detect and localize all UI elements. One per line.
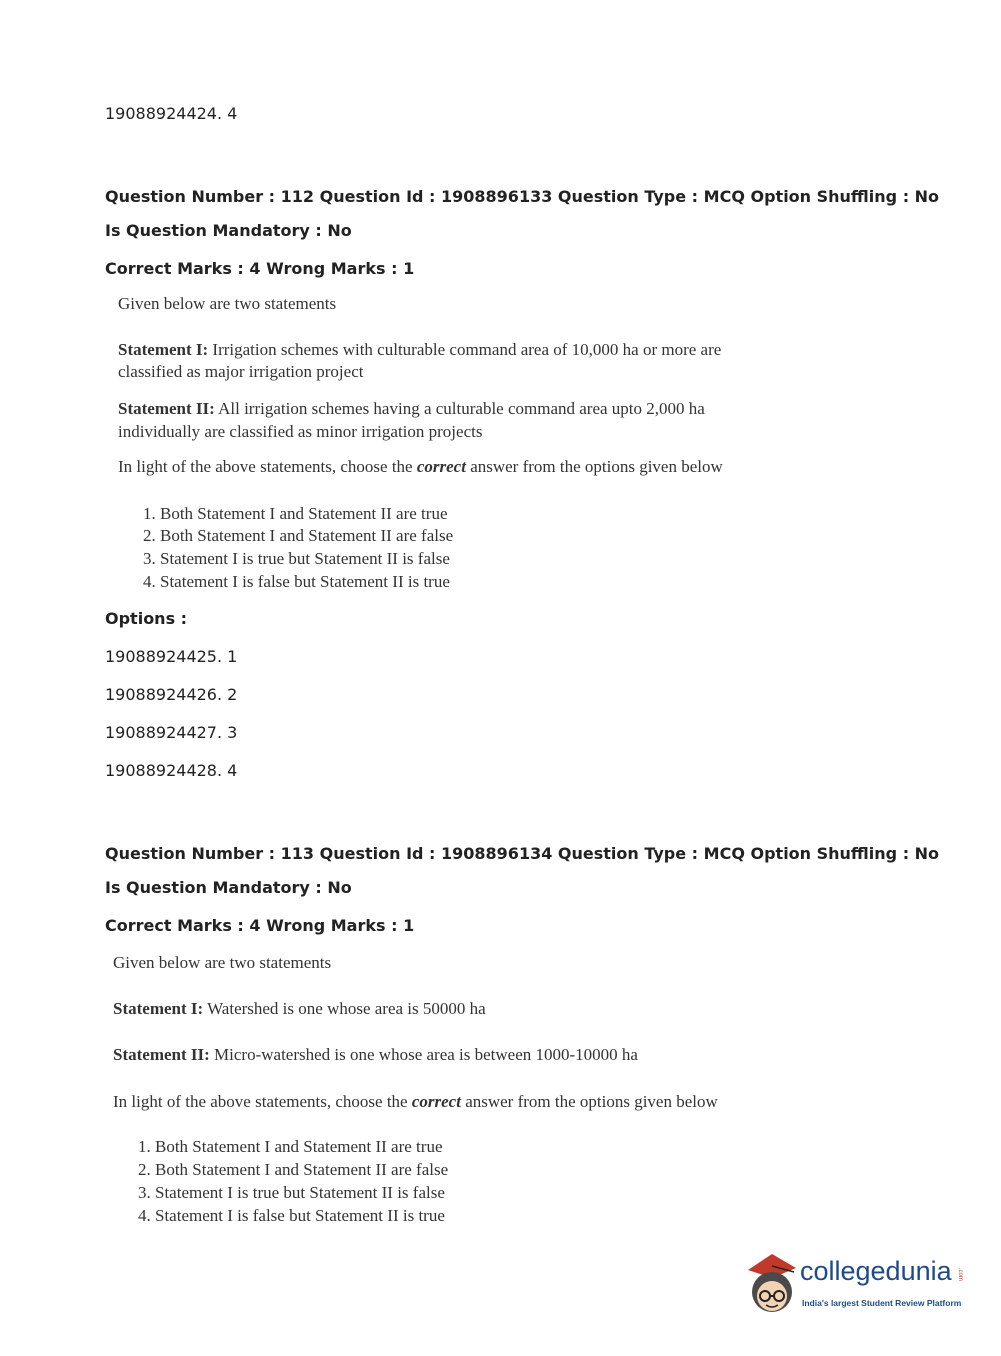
q112-choice: 2. Both Statement I and Statement II are false (143, 526, 454, 545)
q112-marks: Correct Marks : 4 Wrong Marks : 1 (105, 259, 415, 278)
q113-s1-label: Statement I: (113, 999, 204, 1018)
q112-statement-1 (118, 340, 721, 360)
q112-choice: 4. Statement I is false but Statement II is true (143, 572, 450, 591)
q112-s1-line2: classified as major irrigation project (118, 362, 364, 381)
q112-intro: Given below are two statements (118, 294, 337, 313)
q113-statement-2 (113, 1045, 638, 1065)
q112-s2-text: All irrigation schemes having a culturable command area upto 2,000 ha (214, 399, 705, 418)
q112-option: 19088924428. 4 (105, 761, 238, 780)
collegedunia-logo (742, 1248, 972, 1318)
q113-mandatory: Is Question Mandatory : No (105, 878, 352, 897)
logo-suffix: .com (957, 1268, 963, 1282)
q113-choice: 2. Both Statement I and Statement II are false (138, 1160, 449, 1179)
q112-choice: 1. Both Statement I and Statement II are true (143, 504, 448, 523)
q112-meta: Question Number : 112 Question Id : 1908896133 Question Type : MCQ Option Shuffling : No (105, 187, 940, 206)
q113-instruction: In light of the above statements, choose the correct answer from the options given below (113, 1092, 718, 1111)
q113-s1-text: Watershed is one whose area is 50000 ha (203, 999, 486, 1018)
q113-instr-emphasis: correct (411, 1092, 461, 1111)
q113-choice: 4. Statement I is false but Statement II is true (138, 1206, 445, 1225)
q112-option: 19088924425. 1 (105, 647, 238, 666)
q112-statement-2 (118, 399, 705, 419)
q112-choice: 3. Statement I is true but Statement II is false (143, 549, 450, 568)
previous-option: 19088924424. 4 (105, 104, 238, 123)
q112-s2-label: Statement II: (118, 399, 215, 418)
q112-options-label: Options : (105, 609, 188, 628)
q113-s2-label: Statement II: (113, 1045, 210, 1064)
q113-s2-text: Micro-watershed is one whose area is between 1000-10000 ha (209, 1045, 638, 1064)
logo-tagline: India's largest Student Review Platform (802, 1298, 962, 1308)
q112-instr-emphasis: correct (416, 457, 466, 476)
q112-option: 19088924427. 3 (105, 723, 238, 742)
logo-wordmark: collegedunia (800, 1256, 952, 1286)
q112-s1-label: Statement I: (118, 340, 209, 359)
q113-choice: 1. Both Statement I and Statement II are true (138, 1137, 443, 1156)
q113-meta: Question Number : 113 Question Id : 1908896134 Question Type : MCQ Option Shuffling : No (105, 844, 940, 863)
q113-intro: Given below are two statements (113, 953, 332, 972)
q113-statement-1 (113, 999, 486, 1019)
q112-s2-line2: individually are classified as minor irrigation projects (118, 422, 483, 441)
q112-s1-text: Irrigation schemes with culturable command area of 10,000 ha or more are (208, 340, 722, 359)
q113-marks: Correct Marks : 4 Wrong Marks : 1 (105, 916, 415, 935)
mascot-icon (742, 1248, 802, 1318)
q113-choice: 3. Statement I is true but Statement II is false (138, 1183, 445, 1202)
q112-option: 19088924426. 2 (105, 685, 238, 704)
q112-instruction: In light of the above statements, choose the correct answer from the options given below (118, 457, 723, 476)
q112-mandatory: Is Question Mandatory : No (105, 221, 352, 240)
